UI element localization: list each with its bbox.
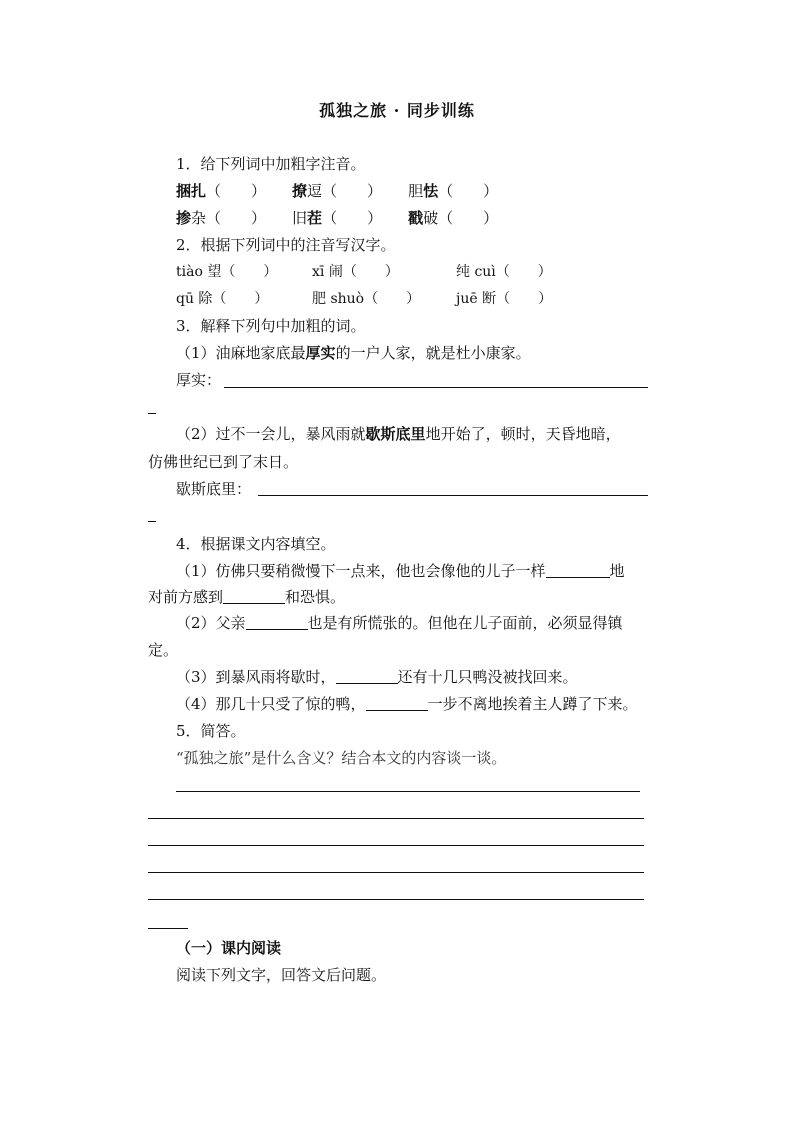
answer-line[interactable] [258,495,648,496]
fill-blank[interactable] [246,615,308,630]
q1-row-1 [176,181,498,201]
answer-line-stub [148,928,188,929]
q4-item-4: （4）那几十只受了惊的鸭， 一步不离地挨着主人蹲了下来。 [176,695,638,713]
q4-item-3: （3）到暴风雨将歇时， 还有十几只鸭没被找回来。 [176,668,578,686]
q3-item-1: （1）油麻地家底最厚实的一户人家，就是杜小康家。 [176,344,531,362]
answer-line-stub [148,521,156,522]
q2-heading: 2．根据下列词中的注音写汉字。 [176,236,396,254]
q4-heading: 4．根据课文内容填空。 [176,535,336,553]
q2-item: tiào 望（ ） [176,264,278,280]
q4-item-2-cont: 定。 [148,641,179,659]
answer-line[interactable] [224,387,648,388]
q5-question: “孤独之旅”是什么含义？结合本文的内容谈一谈。 [176,749,507,767]
q1-word: 掺杂（ ） [176,209,267,227]
q4-item-1: （1）仿佛只要稍微慢下一点来，他也会像他的儿子一样 地 [176,562,625,580]
q5-heading: 5．简答。 [176,722,246,740]
answer-line[interactable] [148,899,644,900]
fill-blank[interactable] [546,563,610,578]
fill-blank[interactable] [366,696,428,711]
q2-item: 纯 cuì（ ） [456,264,552,280]
fill-blank[interactable] [336,669,398,684]
q1-word: 捆扎（ ） [176,182,267,200]
q3-item-2-cont: 仿佛世纪已到了末日。 [148,453,299,471]
q1-word: 撩逗（ ） [292,182,383,200]
q4-item-2: （2）父亲 也是有所慌张的。但他在儿子面前，必须显得镇 [176,614,623,632]
page-title: 孤独之旅 · 同步训练 [319,101,475,120]
q1-heading: 1．给下列词中加粗字注音。 [176,155,366,173]
answer-line[interactable] [148,872,644,873]
answer-line[interactable] [176,791,640,792]
answer-line[interactable] [148,845,644,846]
q2-item: juē 断（ ） [456,291,553,307]
q2-item: 肥 shuò（ ） [312,291,421,307]
answer-line-stub [148,413,156,414]
q1-word: 旧茬（ ） [292,209,383,227]
q3-item-2: （2）过不一会儿，暴风雨就歇斯底里地开始了，顿时，天昏地暗， [176,425,621,443]
q1-word: 胆怯（ ） [408,182,499,200]
q4-item-1-cont: 对前方感到 和恐惧。 [148,588,346,606]
q2-item: xī 闹（ ） [312,264,399,280]
q2-item: qū 除（ ） [176,291,269,307]
q3-label-1: 厚实： [176,371,222,389]
answer-line[interactable] [148,818,644,819]
section-instruction: 阅读下列文字，回答文后问题。 [176,966,387,984]
q1-row-2 [176,208,498,228]
q1-word: 戳破（ ） [408,209,499,227]
section-heading: （一）课内阅读 [176,939,282,957]
fill-blank[interactable] [223,589,285,604]
q3-heading: 3．解释下列句中加粗的词。 [176,317,366,335]
q3-label-2: 歇斯底里： [176,480,252,498]
